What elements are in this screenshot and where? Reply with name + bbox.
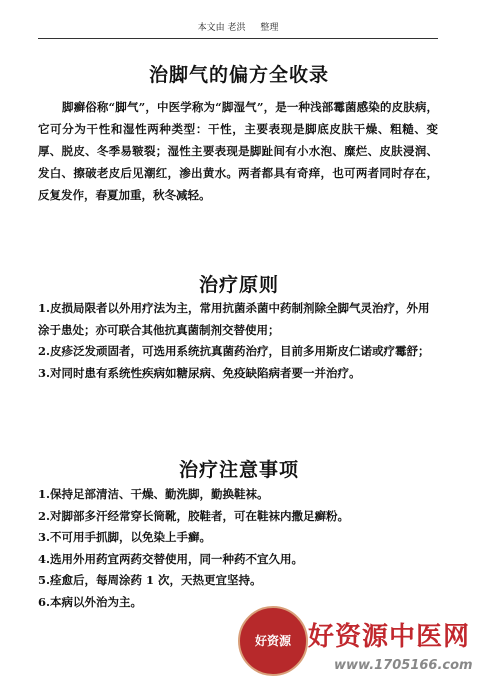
intro-paragraph: 脚癣俗称“脚气”，中医学称为“脚湿气”，是一种浅部霉菌感染的皮肤病，它可分为干性和湿性两种类型：干性，主要表现是脚底皮肤干燥、粗糙、变厚、脱皮、冬季易皲裂；湿性主要表现是脚趾间有小水泡、糜烂、皮肤浸润、发白、擦破老皮后见潮红，渗出黄水。两者都具有奇痒，也可两者同时存在，反复发作，春夏加重，秋冬减轻。: [38, 100, 438, 202]
list-item: 3.不可用手抓脚，以免染上手癣。: [38, 530, 212, 544]
seal-text: 好资源: [254, 633, 291, 648]
precautions-list: [38, 484, 438, 613]
seal-logo-icon: [238, 606, 308, 676]
watermark: [238, 606, 478, 678]
list-item: 3.对同时患有系统性疾病如糖尿病、免疫缺陷病者要一并治疗。: [38, 365, 361, 380]
list-item: 1.皮损局限者以外用疗法为主，常用抗菌杀菌中药制剂除全脚气灵治疗，外用涂于患处；亦可联合其他抗真菌制剂交替使用；: [38, 301, 430, 337]
brand-name: 好资源中医网: [308, 622, 471, 652]
header-label: 整理: [260, 23, 279, 33]
section-title-precautions: 治疗注意事项: [178, 459, 299, 481]
list-item: 4.选用外用药宜两药交替使用，同一种药不宜久用。: [38, 551, 304, 566]
list-item: 2.皮疹泛发顽固者，可选用系统抗真菌药治疗，目前多用斯皮仁诺或疗霉舒；: [38, 344, 430, 358]
list-item: 2.对脚部多汗经常穿长筒靴，胶鞋者，可在鞋袜内撒足癣粉。: [38, 508, 350, 523]
principles-list: [38, 298, 438, 384]
list-item: 1.保持足部清洁、干燥、勤洗脚，勤换鞋袜。: [38, 487, 269, 501]
page-header: [38, 20, 438, 39]
page-title: 治脚气的偏方全收录: [148, 64, 329, 86]
section-title-principles: 治疗原则: [198, 274, 279, 296]
header-author: 本文由 老洪: [197, 23, 246, 33]
list-item: 5.痊愈后，每周涂药 1 次，天热更宜坚持。: [38, 573, 262, 587]
brand-url: www.1705166.com: [334, 658, 473, 673]
list-item: 6.本病以外治为主。: [38, 594, 143, 609]
